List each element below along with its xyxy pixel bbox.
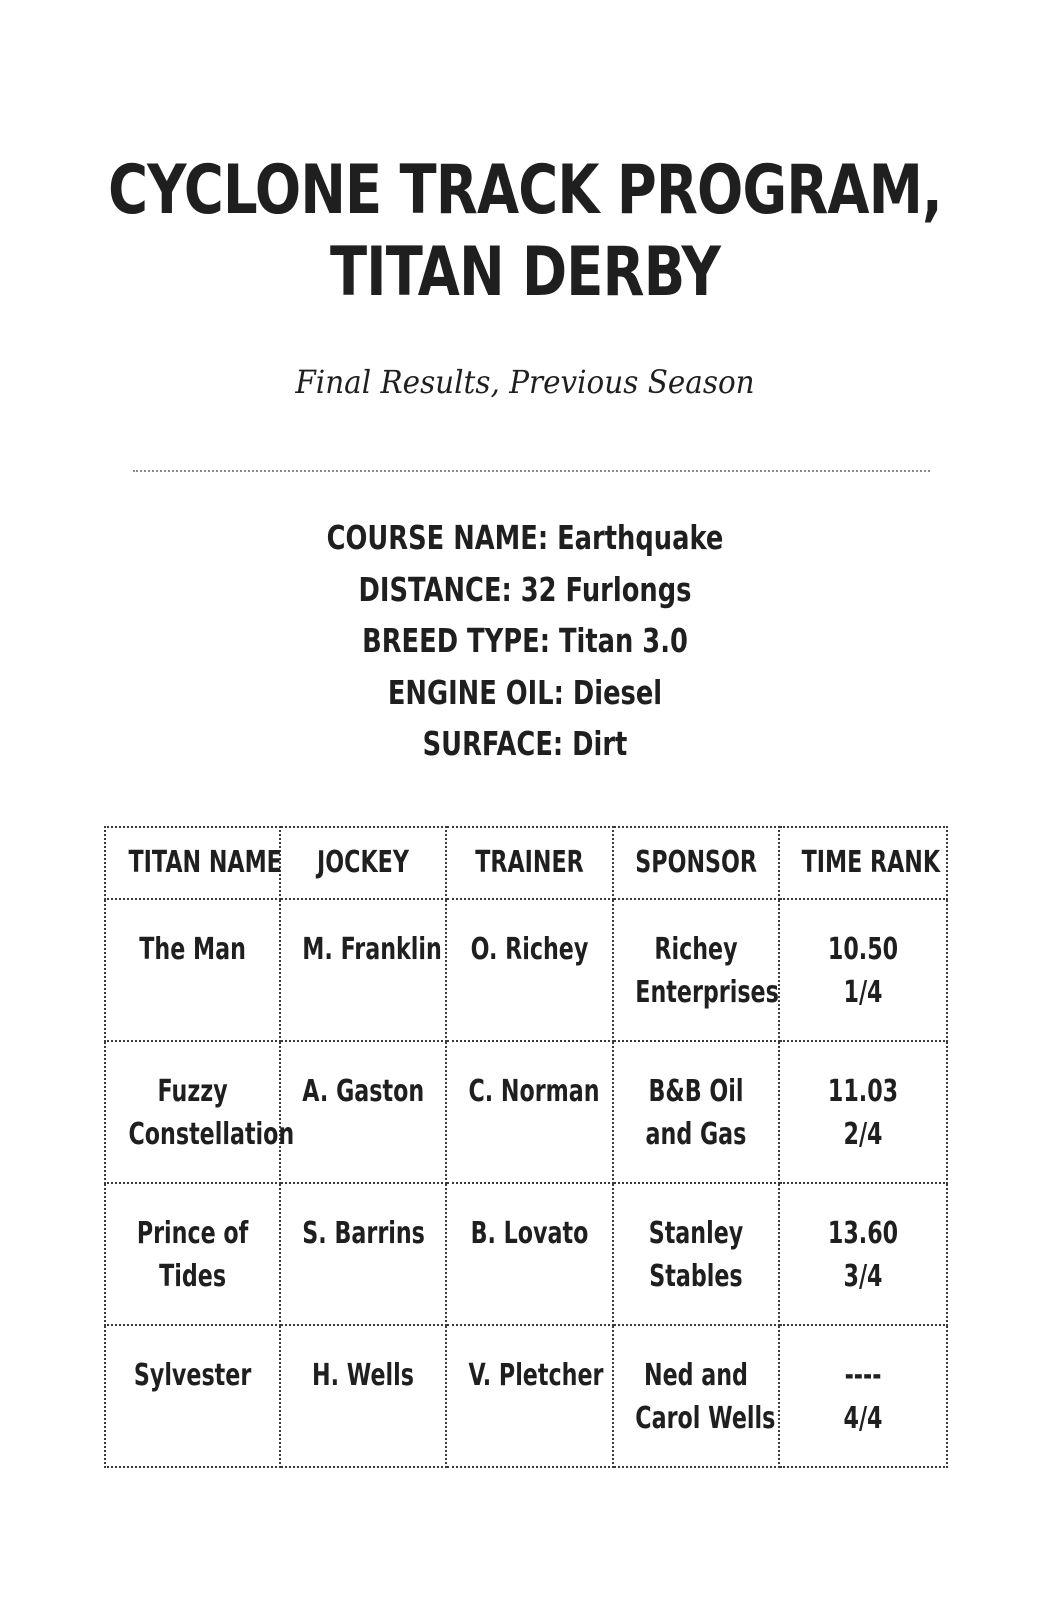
time-value: 11.03 xyxy=(827,1074,899,1109)
titan-name-cell xyxy=(105,1041,295,1183)
jockey-name: S. Barrins xyxy=(302,1216,426,1251)
breed-type-line: BREED TYPE: Titan 3.0 xyxy=(362,621,688,660)
sponsor-line: Stanley xyxy=(648,1216,744,1251)
trainer-cell xyxy=(446,1325,613,1467)
time-rank-cell xyxy=(779,1325,947,1467)
column-header-trainer: TRAINER xyxy=(446,827,613,899)
titan-name: Prince of xyxy=(136,1216,249,1251)
time-value: ---- xyxy=(844,1358,882,1393)
time-value: 13.60 xyxy=(827,1216,899,1251)
page-title-line-2: TITAN DERBY xyxy=(329,233,721,312)
course-name-line: COURSE NAME: Earthquake xyxy=(326,518,724,557)
trainer-name: V. Pletcher xyxy=(468,1358,604,1393)
sponsor-cell xyxy=(613,899,779,1041)
table-row xyxy=(105,899,947,1041)
jockey-name: H. Wells xyxy=(312,1358,415,1393)
page-title-line-1: CYCLONE TRACK PROGRAM, xyxy=(108,151,942,230)
jockey-cell xyxy=(280,1183,446,1325)
sponsor-line: Ned and xyxy=(644,1358,748,1393)
column-header-sponsor: SPONSOR xyxy=(613,827,779,899)
rank-value: 3/4 xyxy=(843,1259,883,1294)
trainer-cell xyxy=(446,1183,613,1325)
titan-name: The Man xyxy=(139,932,246,967)
sponsor-cell xyxy=(613,1041,779,1183)
table-row xyxy=(105,1041,947,1183)
column-header-time-rank: TIME RANK xyxy=(779,827,947,899)
table-header-row xyxy=(105,827,947,899)
sponsor-line: Carol Wells xyxy=(635,1401,776,1436)
jockey-cell xyxy=(280,1041,446,1183)
sponsor-line: Enterprises xyxy=(635,975,779,1010)
jockey-name: M. Franklin xyxy=(302,932,442,967)
jockey-cell xyxy=(280,899,446,1041)
rank-value: 1/4 xyxy=(843,975,883,1010)
trainer-cell xyxy=(446,899,613,1041)
table-row xyxy=(105,1183,947,1325)
trainer-name: C. Norman xyxy=(468,1074,600,1109)
page-subtitle: Final Results, Previous Season xyxy=(295,363,755,401)
trainer-name: O. Richey xyxy=(470,932,589,967)
trainer-name: B. Lovato xyxy=(470,1216,589,1251)
titan-name: Tides xyxy=(159,1259,227,1294)
page-title xyxy=(105,150,945,314)
table-row xyxy=(105,1325,947,1467)
trainer-cell xyxy=(446,1041,613,1183)
column-header-titan-name: TITAN NAME xyxy=(105,827,280,899)
time-value: 10.50 xyxy=(827,932,899,967)
sponsor-line: and Gas xyxy=(645,1117,747,1152)
rank-value: 4/4 xyxy=(843,1401,883,1436)
rank-value: 2/4 xyxy=(843,1117,883,1152)
sponsor-cell xyxy=(613,1325,779,1467)
titan-name: Constellation xyxy=(128,1117,295,1152)
titan-name: Sylvester xyxy=(133,1358,252,1393)
jockey-cell xyxy=(280,1325,446,1467)
race-info xyxy=(116,512,935,770)
titan-name: Fuzzy xyxy=(157,1074,228,1109)
time-rank-cell xyxy=(779,1041,947,1183)
sponsor-cell xyxy=(613,1183,779,1325)
titan-name-cell xyxy=(105,1183,280,1325)
sponsor-line: B&B Oil xyxy=(648,1074,744,1109)
section-divider xyxy=(133,470,930,472)
titan-name-cell xyxy=(105,899,280,1041)
column-header-jockey: JOCKEY xyxy=(280,827,446,899)
engine-oil-line: ENGINE OIL: Diesel xyxy=(387,672,663,712)
distance-line: DISTANCE: 32 Furlongs xyxy=(358,569,692,609)
time-rank-cell xyxy=(779,899,947,1041)
jockey-name: A. Gaston xyxy=(302,1074,425,1109)
surface-line: SURFACE: Dirt xyxy=(422,724,628,763)
time-rank-cell xyxy=(779,1183,947,1325)
sponsor-line: Richey xyxy=(654,932,738,967)
titan-name-cell xyxy=(105,1325,280,1467)
sponsor-line: Stables xyxy=(649,1259,743,1294)
results-table xyxy=(104,826,948,1468)
